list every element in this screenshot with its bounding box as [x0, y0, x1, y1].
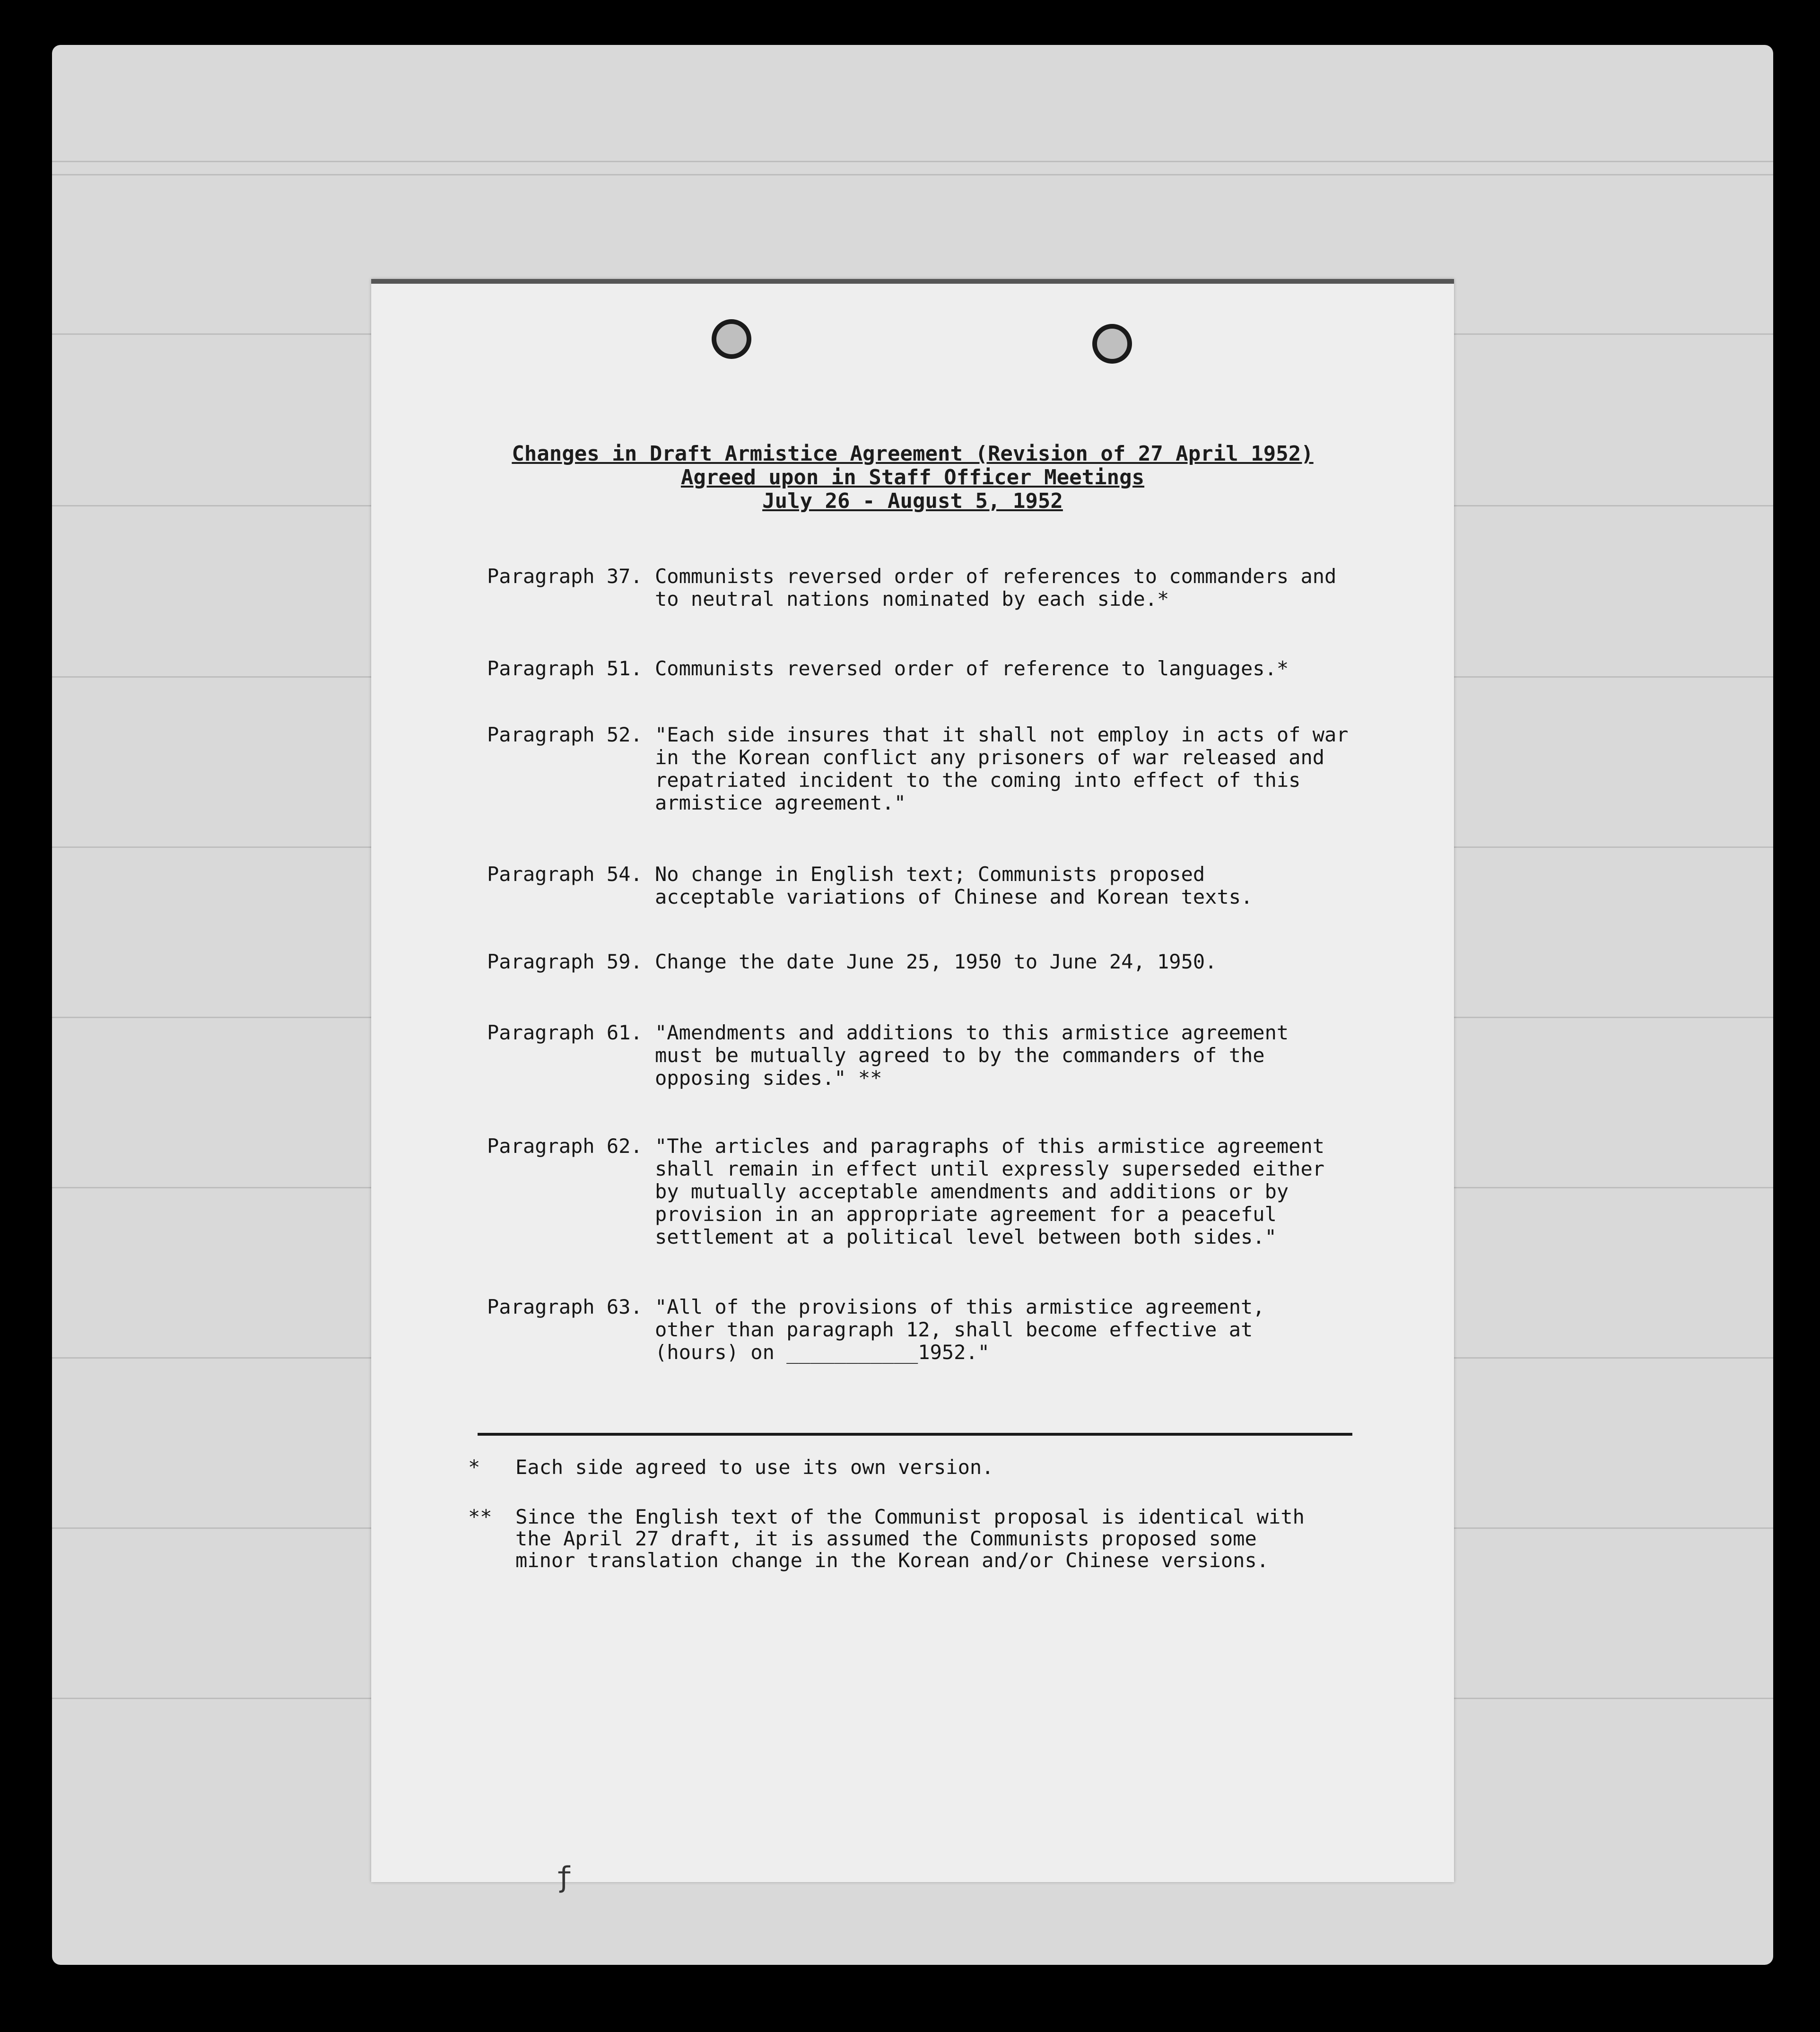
title-line-3: July 26 - August 5, 1952: [762, 489, 1063, 513]
paragraph-label: Paragraph 54.: [487, 863, 643, 886]
punch-hole-icon: [712, 319, 751, 359]
paragraph-label: Paragraph 59.: [487, 950, 643, 973]
sheet-edge: [371, 279, 1454, 284]
footnote-mark: *: [468, 1456, 480, 1479]
paragraph-text: "Amendments and additions to this armistice agreement must be mutually agreed to by the commanders of the opposing sides." **: [655, 1021, 1289, 1090]
punch-hole-icon: [1092, 324, 1132, 364]
paragraph-text: "All of the provisions of this armistice agreement, other than paragraph 12, shall become effective at (hours) on ___________1952.": [655, 1295, 1265, 1364]
footnote-mark: **: [468, 1505, 492, 1528]
paragraph-label: Paragraph 63.: [487, 1295, 643, 1318]
paragraph-label: Paragraph 61.: [487, 1021, 643, 1044]
paragraph-text: "The articles and paragraphs of this armistice agreement shall remain in effect until expressly superseded either by mutually acceptable amendments and additions or by provision in an appropriate agreement for a peaceful settlement at a political level between both sides.": [655, 1134, 1325, 1248]
title-line-2: Agreed upon in Staff Officer Meetings: [680, 465, 1145, 489]
paragraph-text: No change in English text; Communists proposed acceptable variations of Chinese and Korean texts.: [655, 863, 1253, 908]
ruled-line: [52, 174, 1773, 175]
footnote-text: Each side agreed to use its own version.: [515, 1456, 994, 1479]
ruled-line: [52, 161, 1773, 162]
pencil-mark-icon: ƒ: [556, 1861, 573, 1894]
document-title: [371, 442, 1454, 513]
paragraph-label: Paragraph 52.: [487, 723, 643, 746]
paragraph-text: Communists reversed order of references to commanders and to neutral nations nominated by each side.*: [655, 565, 1337, 610]
footnote-text: Since the English text of the Communist proposal is identical with the April 27 draft, it is assumed the Communists proposed some minor translation change in the Korean and/or Chinese versions.: [515, 1505, 1305, 1572]
title-line-1: Changes in Draft Armistice Agreement (Revision of 27 April 1952): [512, 442, 1314, 466]
paragraph-text: Change the date June 25, 1950 to June 24, 1950.: [655, 950, 1217, 973]
paragraph-text: "Each side insures that it shall not employ in acts of war in the Korean conflict any prisoners of war released and repatriated incident to the coming into effect of this armistice agreement.": [655, 723, 1349, 814]
document-sheet: [371, 279, 1454, 1894]
footnote-divider: [478, 1433, 1352, 1436]
paragraph-label: Paragraph 51.: [487, 657, 643, 680]
paragraph-label: Paragraph 62.: [487, 1134, 643, 1158]
paragraph-text: Communists reversed order of reference to languages.*: [655, 657, 1289, 680]
paragraph-label: Paragraph 37.: [487, 565, 643, 588]
